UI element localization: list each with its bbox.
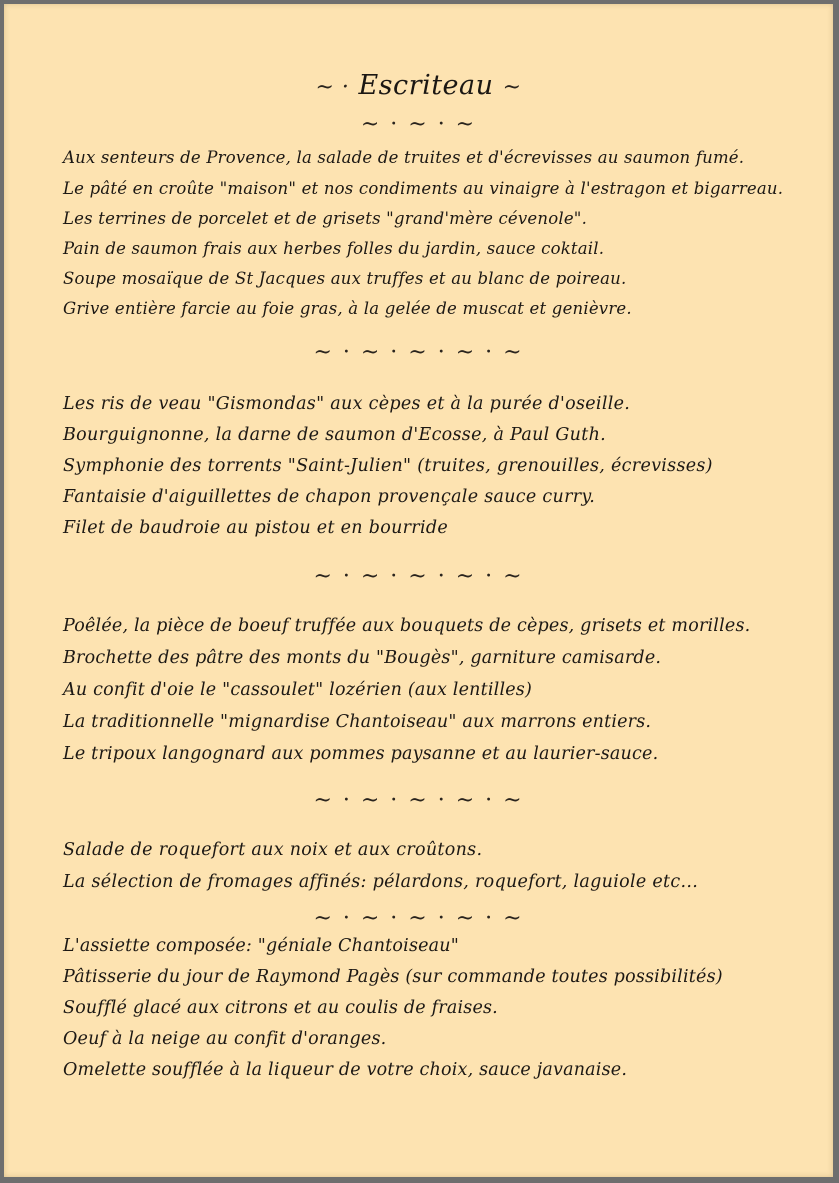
title-underline-flourish: ~ · ~ · ~ [360,112,477,137]
menu-item: La traditionnelle "mignardise Chantoiseau" aux marrons entiers. [63,712,652,732]
menu-item: Aux senteurs de Provence, la salade de truites et d'écrevisses au saumon fumé. [63,148,745,167]
menu-title: Escriteau [358,70,494,101]
menu-item: Brochette des pâtre des monts du "Bougès", garniture camisarde. [63,648,662,668]
menu-item: Pain de saumon frais aux herbes folles du jardin, sauce coktail. [63,239,605,258]
menu-item: Les terrines de porcelet et de grisets "grand'mère cévenole". [63,209,588,228]
menu-item: Le pâté en croûte "maison" et nos condiments au vinaigre à l'estragon et bigarreau. [63,179,784,198]
section-divider: ~ · ~ · ~ · ~ · ~ [313,788,524,813]
menu-item: L'assiette composée: "géniale Chantoiseau" [63,936,460,956]
menu-item: Pâtisserie du jour de Raymond Pagès (sur commande toutes possibilités) [63,967,723,987]
menu-item: Fantaisie d'aiguillettes de chapon provençale sauce curry. [63,487,596,507]
menu-item: Oeuf à la neige au confit d'oranges. [63,1029,387,1049]
section-divider: ~ · ~ · ~ · ~ · ~ [313,564,524,589]
menu-item: Poêlée, la pièce de boeuf truffée aux bouquets de cèpes, grisets et morilles. [63,616,751,636]
menu-item: Soupe mosaïque de St Jacques aux truffes et au blanc de poireau. [63,269,627,288]
menu-item: Au confit d'oie le "cassoulet" lozérien (aux lentilles) [63,680,533,700]
menu-item: Les ris de veau "Gismondas" aux cèpes et à la purée d'oseille. [63,394,631,414]
menu-item: Filet de baudroie au pistou et en bourride [63,518,449,538]
title-flourish-left: ~ · [315,75,350,100]
menu-item: Soufflé glacé aux citrons et au coulis de fraises. [63,998,498,1018]
menu-item: Le tripoux langognard aux pommes paysanne et au laurier-sauce. [63,744,659,764]
menu-page [4,4,833,1177]
menu-item: Symphonie des torrents "Saint-Julien" (truites, grenouilles, écrevisses) [63,456,713,476]
menu-item: Omelette soufflée à la liqueur de votre choix, sauce javanaise. [63,1060,628,1080]
menu-item: Salade de roquefort aux noix et aux croûtons. [63,840,483,860]
title-flourish-right: ~ [502,75,522,100]
menu-item: Bourguignonne, la darne de saumon d'Ecosse, à Paul Guth. [63,425,607,445]
menu-item: La sélection de fromages affinés: pélardons, roquefort, laguiole etc... [63,872,699,892]
menu-title-row [4,70,833,101]
section-divider: ~ · ~ · ~ · ~ · ~ [313,340,524,365]
menu-item: Grive entière farcie au foie gras, à la gelée de muscat et genièvre. [63,299,632,318]
section-divider: ~ · ~ · ~ · ~ · ~ [313,906,524,931]
